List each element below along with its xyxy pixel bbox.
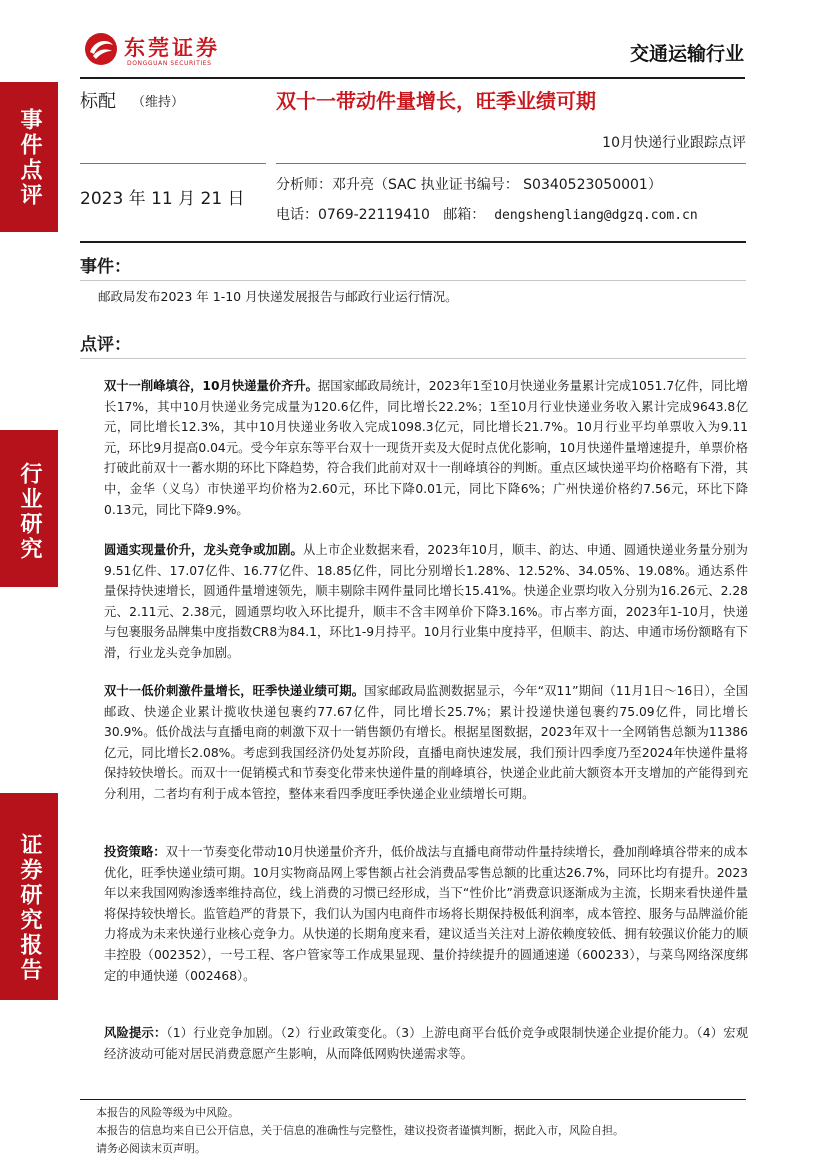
header-divider <box>80 77 745 79</box>
footer-divider <box>80 1099 746 1100</box>
risk-warning <box>104 1023 748 1064</box>
review-paragraph-1 <box>104 376 748 520</box>
dongguan-logo-icon <box>84 32 118 66</box>
paragraph-1-lead: 双十一削峰填谷，10月快递量价齐升。 <box>104 379 318 393</box>
paragraph-1-body: 据国家邮政局统计，2023年1至10月快递业务量累计完成1051.7亿件，同比增长17%，其中10月快递业务完成量为120.6亿件，同比增长22.2%；1至10月行业快递业务收入累计完成9643.8亿元，同比增长12.3%，其中10月快递业务收入完成1098.3亿元，同比增长21.7%。10月行业平均单票收入为9.11元，环比9月提高0.04元。受今年京东等平台双十一现货开卖及大促时点优化影响，10月快递件量增速提升，单票价格打破此前双十一蓄水期的环比下降趋势，符合我们此前对双十一削峰填谷的判断。重点区域快递平均价格略有下滑，其中，金华（义乌）市快递平均价格为2.60元，环比下降0.01元，同比下降6%；广州快递价格约7.56元，环比下降0.13元，同比下降9.9%。 <box>104 379 748 517</box>
industry-label: 交通运输行业 <box>629 43 744 65</box>
review-heading: 点评： <box>80 335 131 355</box>
brand-name: 东莞证券 <box>124 36 220 60</box>
review-heading-rule <box>80 358 746 359</box>
phone-number: 0769-22119410 <box>318 207 430 223</box>
event-heading: 事件： <box>80 257 131 277</box>
paragraph-3-lead: 双十一低价刺激件量增长，旺季快递业绩可期。 <box>104 684 365 698</box>
contact-info <box>276 205 698 226</box>
sidebar-band-report <box>0 793 58 1000</box>
event-text: 邮政局发布2023 年 1-10 月快递发展报告与邮政行业运行情况。 <box>98 289 458 304</box>
analyst-info: 分析师：邓升亮（SAC 执业证书编号： S0340523050001） <box>276 177 662 193</box>
paragraph-3-body: 国家邮政局监测数据显示，今年“双11”期间（11月1日～16日），全国邮政、快递企业累计揽收快递包裹约77.67亿件，同比增长25.7%；累计投递快递包裹约75.09亿件，同比增长30.9%。低价战法与直播电商的刺激下双十一销售额仍有增长。根据星图数据，2023年双十一全网销售总额为11386亿元，同比增长2.08%。考虑到我国经济仍处复苏阶段，直播电商快速发展，我们预计四季度乃至2024年快递件量将保持较快增长。而双十一促销模式和节奏变化带来快递件量的削峰填谷，快递企业此前大额资本开支增加的产能得到充分利用，二者均有利于成本管控，整体来看四季度旺季快递企业业绩增长可期。 <box>104 684 748 801</box>
report-title: 双十一带动件量增长，旺季业绩可期 <box>276 89 596 113</box>
sidebar-band-industry <box>0 430 58 587</box>
brand-name-en: DONGGUAN SECURITIES <box>127 60 212 67</box>
review-paragraph-3 <box>104 681 748 805</box>
meta-divider <box>80 241 746 243</box>
report-subtitle: 10月快递行业跟踪点评 <box>602 135 746 151</box>
footer-notice: 请务必阅读末页声明。 <box>96 1142 206 1155</box>
sidebar-band-event <box>0 82 58 232</box>
footer-disclaimer: 本报告的信息均来自已公开信息，关于信息的准确性与完整性，建议投资者谨慎判断，据此入市，风险自担。 <box>96 1124 624 1137</box>
rating-status: （维持） <box>132 95 185 110</box>
phone-label: 电话： <box>276 207 318 223</box>
risk-warning-lead: 风险提示： <box>104 1026 167 1040</box>
investment-strategy-lead: 投资策略： <box>104 845 166 859</box>
rating-label: 标配 <box>80 91 116 112</box>
rating-divider <box>80 163 266 164</box>
email-address[interactable]: dengshengliang@dgzq.com.cn <box>494 208 698 223</box>
event-heading-rule <box>80 280 746 281</box>
risk-warning-body: （1）行业竞争加剧。（2）行业政策变化。（3）上游电商平台低价竞争或限制快递企业提价能力。（4）宏观经济波动可能对居民消费意愿产生影响，从而降低网购快递需求等。 <box>104 1026 748 1061</box>
investment-strategy-body: 双十一节奏变化带动10月快递量价齐升，低价战法与直播电商带动件量持续增长，叠加削峰填谷带来的成本优化，旺季快递业绩可期。10月实物商品网上零售额占社会消费品零售总额的比重达26.7%，同环比均有提升。2023年以来我国网购渗透率维持高位，线上消费的习惯已经形成，当下“性价比”消费意识逐渐成为主流，长期来看快递件量将保持较快增长。监管趋严的背景下，我们认为国内电商件市场将长期保持极低利润率，成本管控、服务与品牌溢价能力将成为未来快递行业核心竞争力。从快递的长期角度来看，建议适当关注对上游依赖度较低、拥有较强议价能力的顺丰控股（002352），一号工程、客户管家等工作成果显现、量价持续提升的圆通速递（600233），与菜鸟网络深度绑定的申通快递（002468）。 <box>104 845 748 983</box>
review-paragraph-2 <box>104 540 748 664</box>
investment-strategy <box>104 842 748 986</box>
email-label: 邮箱： <box>443 207 486 223</box>
paragraph-2-body: 从上市企业数据来看，2023年10月，顺丰、韵达、申通、圆通快递业务量分别为9.51亿件、17.07亿件、16.77亿件、18.85亿件，同比分别增长1.28%、12.52%、34.05%、19.08%。通达系件量保持快速增长，圆通件量增速领先，顺丰剔除丰网件量同比增长15.41%。快递企业票均收入分别为16.26元、2.28元、2.11元、2.38元，圆通票均收入环比提升，顺丰不含丰网单价下降3.16%。市占率方面，2023年1-10月，快递与包裹服务品牌集中度指数CR8为84.1，环比1-9月持平。10月行业集中度持平，但顺丰、韵达、申通市场份额略有下滑，行业龙头竞争加剧。 <box>104 543 748 660</box>
footer-risk-level: 本报告的风险等级为中风险。 <box>96 1106 239 1119</box>
sidebar-label-industry: 行业研究 <box>17 462 42 562</box>
sidebar-label-report: 证券研究报告 <box>17 833 42 983</box>
paragraph-2-lead: 圆通实现量价升，龙头竞争或加剧。 <box>104 543 303 557</box>
sidebar-label-event: 事件点评 <box>17 108 42 208</box>
title-divider <box>276 163 746 164</box>
report-date: 2023 年 11 月 21 日 <box>80 189 245 209</box>
